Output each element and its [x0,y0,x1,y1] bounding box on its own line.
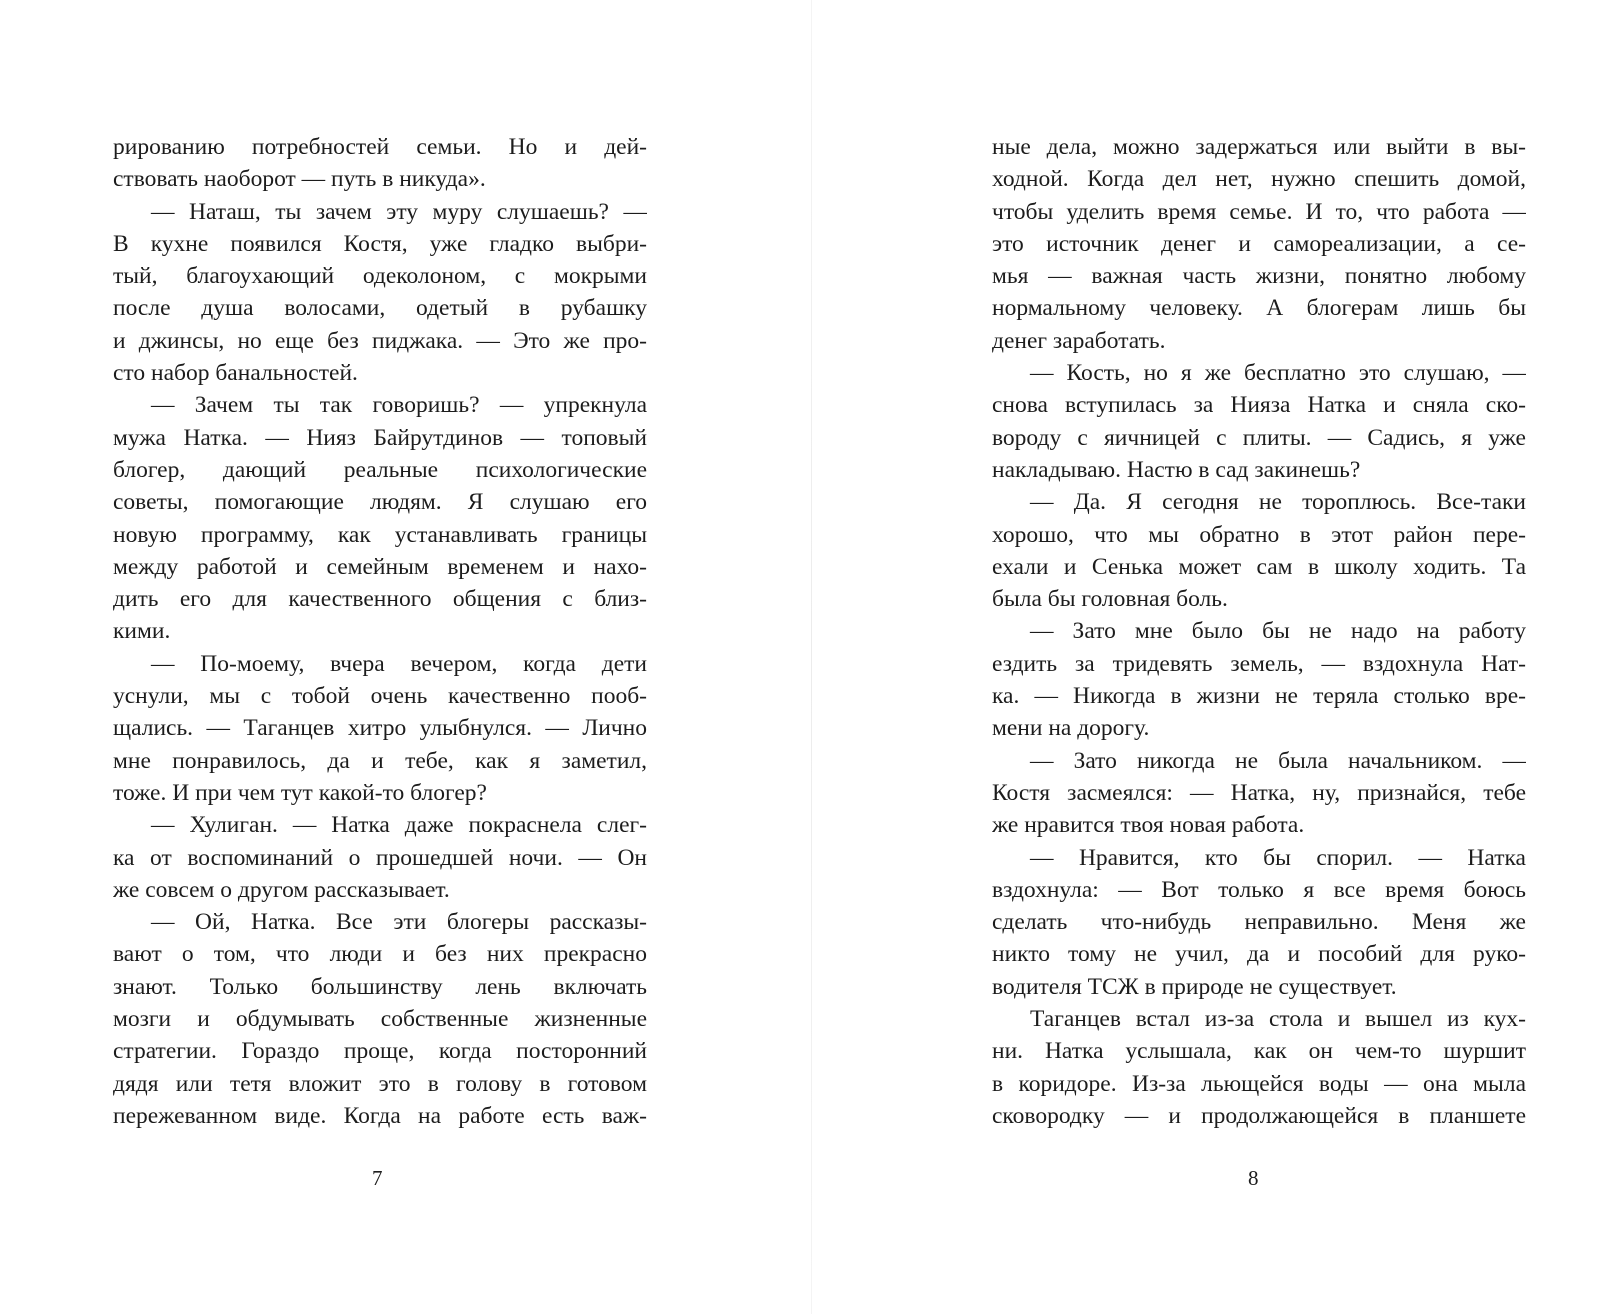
text-line: снова вступилась за Нияза Натка и сняла ско- [992,392,1526,419]
text-line: — Да. Я сегодня не тороплюсь. Все-таки [1030,489,1526,516]
text-line: Таганцев встал из-за стола и вышел из кух- [1030,1006,1526,1033]
text-line: водителя ТСЖ в природе не существует. [992,973,1397,1000]
text-line: — Наташ, ты зачем эту муру слушаешь? — [151,198,647,225]
text-line: после душа волосами, одетый в рубашку [113,295,647,322]
text-line: щались. — Таганцев хитро улыбнулся. — Лично [113,715,647,742]
text-line: сто набор банальностей. [113,360,358,387]
text-line: сковородку — и продолжающейся в планшете [992,1102,1526,1129]
text-line: же совсем о другом рассказывает. [113,876,450,903]
text-line: знают. Только большинству лень включать [113,973,647,1000]
text-line: ка. — Никогда в жизни не теряла столько вре- [992,683,1526,710]
text-line: хорошо, что мы обратно в этот район пере- [992,521,1526,548]
text-line: дить его для качественного общения с близ- [113,586,647,613]
text-line: ни. Натка услышала, как он чем-то шуршит [992,1038,1526,1065]
text-line: — Зато мне было бы не надо на работу [1030,618,1526,645]
text-line: накладываю. Настю в сад закинешь? [992,456,1361,483]
text-line: же нравится твоя новая работа. [992,812,1305,839]
text-line: мени на дорогу. [992,715,1150,742]
text-line: нормальному человеку. А блогерам лишь бы [992,295,1526,322]
text-line: ехали и Сенька может сам в школу ходить. Та [992,553,1526,580]
text-line: — Зачем ты так говоришь? — упрекнула [151,392,647,419]
text-line: ка от воспоминаний о прошедшей ночи. — Он [113,844,647,871]
text-line: дядя или тетя вложит это в голову в готовом [113,1070,647,1097]
text-line: ездить за тридевять земель, — вздохнула Нат- [992,650,1526,677]
text-line: — Ой, Натка. Все эти блогеры рассказы- [151,909,647,936]
text-line: мья — важная часть жизни, понятно любому [992,263,1526,290]
text-line: мужа Натка. — Нияз Байрутдинов — топовый [113,424,647,451]
left-page-text [113,131,647,1132]
text-line: тый, благоухающий одеколоном, с мокрыми [113,263,647,290]
text-line: это источник денег и самореализации, а се- [992,230,1526,257]
page-number: 8 [1248,1166,1259,1190]
text-line: вороду с яичницей с плиты. — Садись, я уже [992,424,1526,451]
text-line: ходной. Когда дел нет, нужно спешить домой, [992,166,1526,193]
page-number: 7 [372,1166,383,1190]
text-line: рированию потребностей семьи. Но и дей- [113,134,647,160]
right-page [812,0,1623,1314]
text-line: кими. [113,618,171,645]
text-line: ствовать наоборот — путь в никуда». [113,166,486,193]
text-line: мозги и обдумывать собственные жизненные [113,1006,647,1033]
text-line: сделать что-нибудь неправильно. Меня же [992,909,1526,936]
text-line: и джинсы, но еще без пиджака. — Это же про- [113,327,647,354]
text-line: новую программу, как устанавливать границы [113,521,647,548]
text-line: — По-моему, вчера вечером, когда дети [151,650,647,677]
text-line: ные дела, можно задержаться или выйти в вы- [992,134,1526,160]
text-line: вают о том, что люди и без них прекрасно [113,941,647,968]
text-line: — Хулиган. — Натка даже покраснела слег- [151,812,647,839]
text-line: Костя засмеялся: — Натка, ну, признайся, тебе [992,779,1526,806]
text-line: уснули, мы с тобой очень качественно пооб- [113,683,647,710]
text-line: в коридоре. Из-за льющейся воды — она мыла [992,1070,1526,1097]
text-line: мне понравилось, да и тебе, как я заметил, [113,747,647,774]
text-line: В кухне появился Костя, уже гладко выбри- [113,230,647,257]
text-line: стратегии. Гораздо проще, когда посторонний [113,1038,647,1065]
text-line: была бы головная боль. [992,586,1228,613]
text-line: тоже. И при чем тут какой-то блогер? [113,779,487,806]
text-line: никто тому не учил, да и пособий для руко- [992,941,1526,968]
text-line: блогер, дающий реальные психологические [113,456,647,483]
right-page-text [992,131,1526,1132]
text-line: чтобы уделить время семье. И то, что работа — [992,198,1526,225]
text-line: советы, помогающие людям. Я слушаю его [113,489,647,516]
left-page [0,0,811,1314]
text-line: — Зато никогда не была начальником. — [1030,747,1526,774]
text-line: денег заработать. [992,327,1166,354]
text-line: между работой и семейным временем и нахо- [113,553,647,580]
text-line: вздохнула: — Вот только я все время боюсь [992,876,1526,903]
text-line: — Кость, но я же бесплатно это слушаю, — [1030,360,1526,387]
text-line: пережеванном виде. Когда на работе есть важ- [113,1102,647,1129]
text-line: — Нравится, кто бы спорил. — Натка [1030,844,1526,871]
